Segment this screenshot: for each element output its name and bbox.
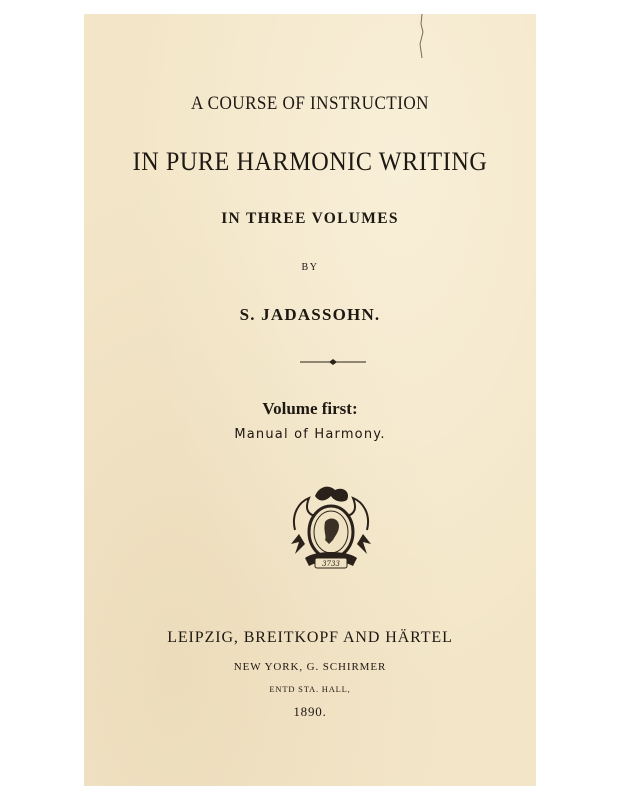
- title-line-1: A COURSE OF INSTRUCTION: [191, 93, 429, 114]
- title-line-3: IN THREE VOLUMES: [221, 210, 399, 227]
- paper-crease-mark: [416, 14, 428, 58]
- publisher-line: LEIPZIG, BREITKOPF AND HÄRTEL: [167, 629, 453, 646]
- year-line: 1890.: [293, 704, 327, 719]
- entered-line: ENTD STA. HALL,: [269, 684, 351, 694]
- device-number: 3733: [322, 560, 340, 568]
- by-label: BY: [301, 262, 319, 273]
- volume-subtitle: Manual of Harmony.: [234, 427, 386, 442]
- title-line-2: IN PURE HARMONIC WRITING: [132, 147, 488, 176]
- ornamental-rule-icon: [300, 356, 366, 368]
- publisher-device-icon: [285, 484, 377, 576]
- agent-line: NEW YORK, G. SCHIRMER: [233, 661, 387, 673]
- author-name: S. JADASSOHN.: [239, 305, 381, 324]
- volume-label: Volume first:: [262, 399, 358, 418]
